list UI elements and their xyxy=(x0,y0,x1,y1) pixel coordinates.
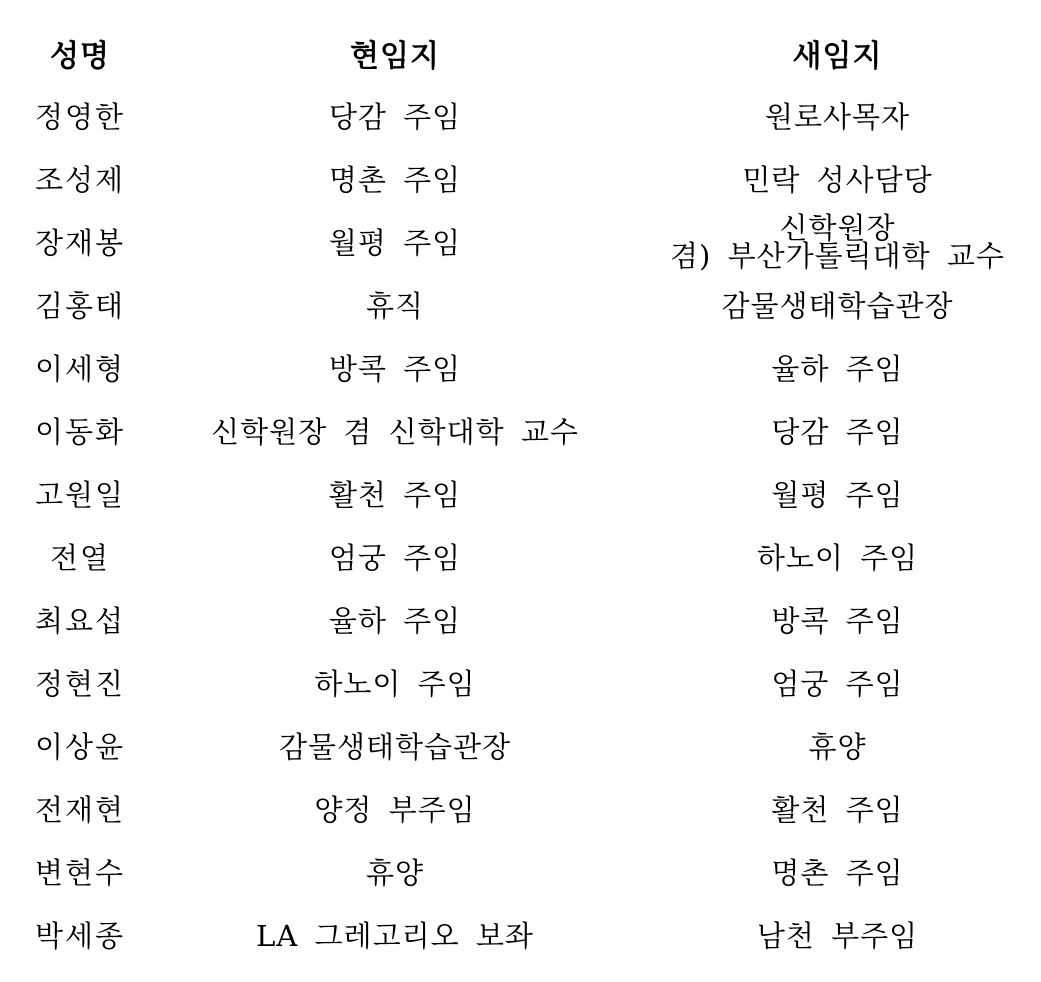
table-row xyxy=(10,84,1035,147)
table-row xyxy=(10,714,1035,777)
cell-new-post: 율하 주임 xyxy=(771,352,904,386)
table-row xyxy=(10,840,1035,903)
cell-name: 변현수 xyxy=(34,856,126,890)
cell-current-post: LA 그레고리오 보좌 xyxy=(256,919,534,953)
cell-name: 최요섭 xyxy=(34,604,126,638)
cell-current-post: 당감 주임 xyxy=(328,100,462,134)
cell-new-post: 휴양 xyxy=(808,730,867,764)
new-post-line-1: 신학원장 xyxy=(779,210,896,245)
table-row xyxy=(10,147,1035,210)
cell-name: 이동화 xyxy=(34,415,126,449)
cell-name: 박세종 xyxy=(34,919,126,953)
cell-new-post: 남천 부주임 xyxy=(756,919,919,953)
table-row xyxy=(10,525,1035,588)
cell-current-post: 양정 부주임 xyxy=(314,793,476,827)
cell-name: 조성제 xyxy=(34,163,126,197)
cell-new-post: 하노이 주임 xyxy=(756,541,919,575)
table-row xyxy=(10,777,1035,840)
cell-name: 김홍태 xyxy=(34,289,126,323)
cell-name: 고원일 xyxy=(34,478,126,512)
cell-current-post: 방콕 주임 xyxy=(328,352,462,386)
header-new-post: 새임지 xyxy=(792,39,883,74)
table-row xyxy=(10,903,1035,966)
new-post-line-2: 겸) 부산가톨릭대학 교수 xyxy=(670,238,1005,273)
cell-name: 전열 xyxy=(49,541,111,575)
cell-current-post: 하노이 주임 xyxy=(314,667,476,701)
table-row xyxy=(10,651,1035,714)
table-row xyxy=(10,588,1035,651)
cell-name: 정현진 xyxy=(34,667,126,701)
table-row xyxy=(10,336,1035,399)
table-row xyxy=(10,462,1035,525)
cell-name: 정영한 xyxy=(34,100,126,134)
cell-current-post: 활천 주임 xyxy=(328,478,462,512)
table-row xyxy=(10,210,1035,273)
table-row xyxy=(10,273,1035,336)
cell-current-post: 신학원장 겸 신학대학 교수 xyxy=(211,415,579,449)
header-name: 성명 xyxy=(50,39,110,74)
cell-new-post: 월평 주임 xyxy=(771,478,904,512)
cell-new-post xyxy=(640,210,1035,273)
cell-new-post: 원로사목자 xyxy=(764,100,911,134)
cell-new-post: 활천 주임 xyxy=(771,793,904,827)
cell-name: 이세형 xyxy=(34,352,126,386)
cell-current-post: 엄궁 주임 xyxy=(328,541,462,575)
cell-current-post: 명촌 주임 xyxy=(328,163,462,197)
header-current-post: 현임지 xyxy=(350,39,440,74)
cell-current-post: 휴직 xyxy=(365,289,425,323)
cell-current-post: 감물생태학습관장 xyxy=(278,730,512,764)
cell-new-post: 방콕 주임 xyxy=(771,604,904,638)
cell-new-post: 엄궁 주임 xyxy=(771,667,904,701)
cell-current-post: 율하 주임 xyxy=(328,604,462,638)
cell-new-post: 명촌 주임 xyxy=(771,856,904,890)
table-header-row xyxy=(10,22,1035,84)
table-row xyxy=(10,399,1035,462)
cell-name: 이상윤 xyxy=(34,730,126,764)
cell-current-post: 월평 주임 xyxy=(328,226,462,260)
cell-current-post: 휴양 xyxy=(365,856,425,890)
appointment-table xyxy=(10,22,1035,966)
cell-new-post: 민락 성사담당 xyxy=(742,163,933,197)
cell-name: 장재봉 xyxy=(34,226,126,260)
cell-new-post: 당감 주임 xyxy=(771,415,904,449)
cell-name: 전재현 xyxy=(34,793,126,827)
cell-new-post: 감물생태학습관장 xyxy=(721,289,954,323)
